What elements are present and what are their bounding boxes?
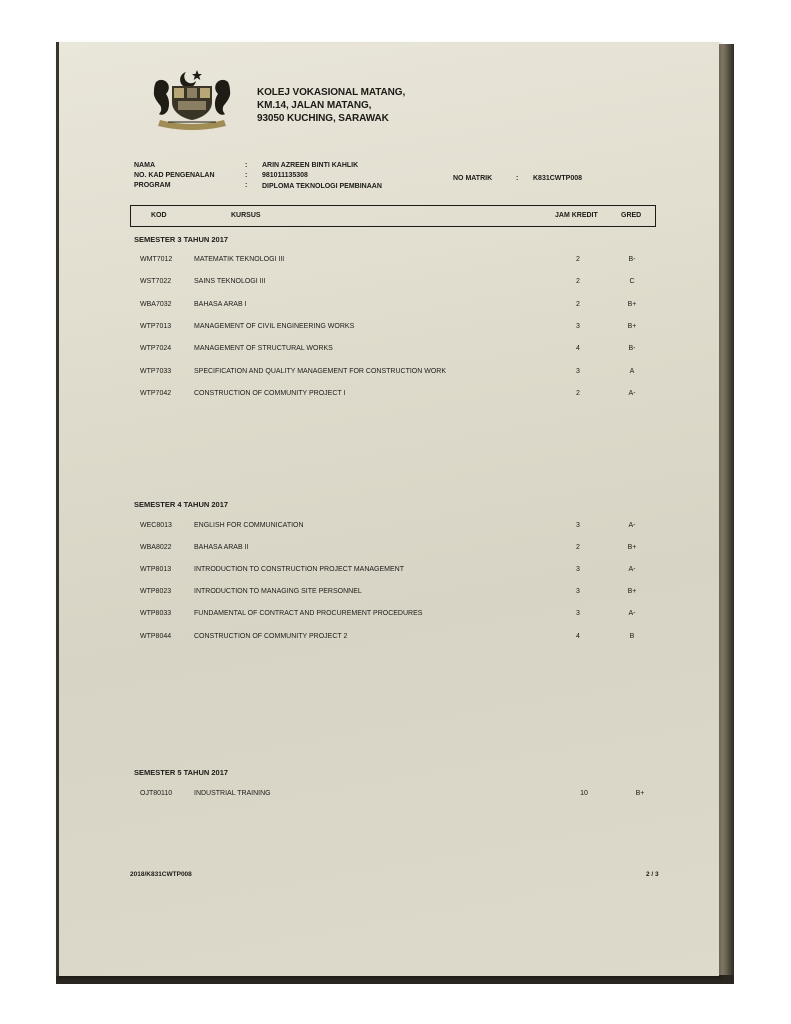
course-grade: B+ — [635, 790, 645, 797]
course-credit: 2 — [576, 301, 580, 308]
institution-city: 93050 KUCHING, SARAWAK — [257, 113, 389, 124]
table-row — [0, 610, 791, 622]
course-credit: 10 — [580, 790, 588, 797]
course-name: INTRODUCTION TO CONSTRUCTION PROJECT MANAGEMENT — [194, 566, 405, 573]
course-name: BAHASA ARAB I — [194, 301, 247, 308]
course-credit: 4 — [576, 633, 580, 640]
table-row — [0, 301, 791, 313]
course-code: WTP7024 — [140, 345, 172, 352]
course-credit: 2 — [576, 544, 580, 551]
course-credit: 3 — [576, 610, 580, 617]
ic-colon: : — [245, 172, 248, 179]
table-row — [0, 390, 791, 402]
course-name: MANAGEMENT OF CIVIL ENGINEERING WORKS — [194, 323, 355, 330]
course-name: MANAGEMENT OF STRUCTURAL WORKS — [194, 345, 333, 352]
matrik-label: NO MATRIK — [453, 175, 493, 182]
course-grade: C — [629, 278, 635, 285]
course-grade: A — [629, 368, 635, 375]
course-name: ENGLISH FOR COMMUNICATION — [194, 522, 304, 529]
course-grade: B — [629, 633, 635, 640]
course-code: WST7022 — [140, 278, 172, 285]
ic-label: NO. KAD PENGENALAN — [134, 172, 215, 179]
course-grade: B+ — [627, 588, 637, 595]
course-name: CONSTRUCTION OF COMMUNITY PROJECT I — [194, 390, 346, 397]
nama-label: NAMA — [134, 162, 155, 169]
course-name: BAHASA ARAB II — [194, 544, 249, 551]
document-backing-bottom — [56, 975, 734, 984]
ic-value: 981011135308 — [262, 172, 308, 179]
course-grade: B- — [628, 256, 636, 263]
course-credit: 3 — [576, 588, 580, 595]
table-row — [0, 368, 791, 380]
course-grade: B- — [628, 345, 636, 352]
table-row — [0, 588, 791, 600]
course-grade: A- — [628, 566, 636, 573]
program-value: DIPLOMA TEKNOLOGI PEMBINAAN — [262, 183, 382, 190]
course-credit: 4 — [576, 345, 580, 352]
course-grade: A- — [628, 390, 636, 397]
course-name: FUNDAMENTAL OF CONTRACT AND PROCUREMENT PROCEDURES — [194, 610, 423, 617]
course-name: INDUSTRIAL TRAINING — [194, 790, 271, 797]
nama-colon: : — [245, 162, 248, 169]
table-row — [0, 790, 791, 802]
table-row — [0, 633, 791, 645]
institution-name: KOLEJ VOKASIONAL MATANG, — [257, 87, 406, 98]
course-grade: B+ — [627, 301, 637, 308]
course-credit: 3 — [576, 368, 580, 375]
document-reference: 2018/K831CWTP008 — [130, 871, 192, 878]
course-code: WMT7012 — [140, 256, 173, 263]
course-grade: B+ — [627, 323, 637, 330]
course-table-header — [130, 205, 656, 227]
matrik-colon: : — [516, 175, 519, 182]
table-row — [0, 522, 791, 534]
course-code: WTP8033 — [140, 610, 172, 617]
table-row — [0, 323, 791, 335]
course-grade: A- — [628, 610, 636, 617]
course-code: WTP7033 — [140, 368, 172, 375]
course-code: WEC8013 — [140, 522, 172, 529]
nama-value: ARIN AZREEN BINTI KAHLIK — [262, 162, 359, 169]
institution-street: KM.14, JALAN MATANG, — [257, 100, 372, 111]
course-code: WTP8044 — [140, 633, 172, 640]
course-credit: 2 — [576, 390, 580, 397]
program-label: PROGRAM — [134, 182, 171, 189]
course-credit: 2 — [576, 256, 580, 263]
course-name: SAINS TEKNOLOGI III — [194, 278, 266, 285]
table-row — [0, 544, 791, 556]
header-jam-kredit: JAM KREDIT — [555, 212, 598, 219]
course-credit: 3 — [576, 522, 580, 529]
matrik-value: K831CWTP008 — [533, 175, 583, 182]
institution-address — [257, 86, 405, 125]
course-code: WTP8023 — [140, 588, 172, 595]
header-kod: KOD — [151, 212, 167, 219]
program-colon: : — [245, 182, 248, 189]
course-code: WTP8013 — [140, 566, 172, 573]
semester-title: SEMESTER 4 TAHUN 2017 — [134, 500, 229, 509]
table-row — [0, 256, 791, 268]
page-number: 2 / 3 — [646, 871, 659, 878]
course-grade: B+ — [627, 544, 637, 551]
table-row — [0, 566, 791, 578]
course-code: WBA8022 — [140, 544, 172, 551]
table-row — [0, 278, 791, 290]
course-credit: 3 — [576, 323, 580, 330]
course-credit: 3 — [576, 566, 580, 573]
header-gred: GRED — [621, 212, 642, 219]
course-name: INTRODUCTION TO MANAGING SITE PERSONNEL — [194, 588, 362, 595]
table-row — [0, 345, 791, 357]
course-code: WBA7032 — [140, 301, 172, 308]
header-kursus: KURSUS — [231, 212, 261, 219]
course-code: WTP7013 — [140, 323, 172, 330]
course-code: OJT80110 — [140, 790, 173, 797]
coat-of-arms-icon — [150, 68, 234, 132]
semester-title: SEMESTER 3 TAHUN 2017 — [134, 235, 229, 244]
course-name: SPECIFICATION AND QUALITY MANAGEMENT FOR CONSTRUCTION WORK — [194, 368, 447, 375]
course-grade: A- — [628, 522, 636, 529]
course-name: CONSTRUCTION OF COMMUNITY PROJECT 2 — [194, 633, 348, 640]
course-credit: 2 — [576, 278, 580, 285]
course-code: WTP7042 — [140, 390, 172, 397]
course-name: MATEMATIK TEKNOLOGI III — [194, 256, 285, 263]
semester-title: SEMESTER 5 TAHUN 2017 — [134, 768, 229, 777]
